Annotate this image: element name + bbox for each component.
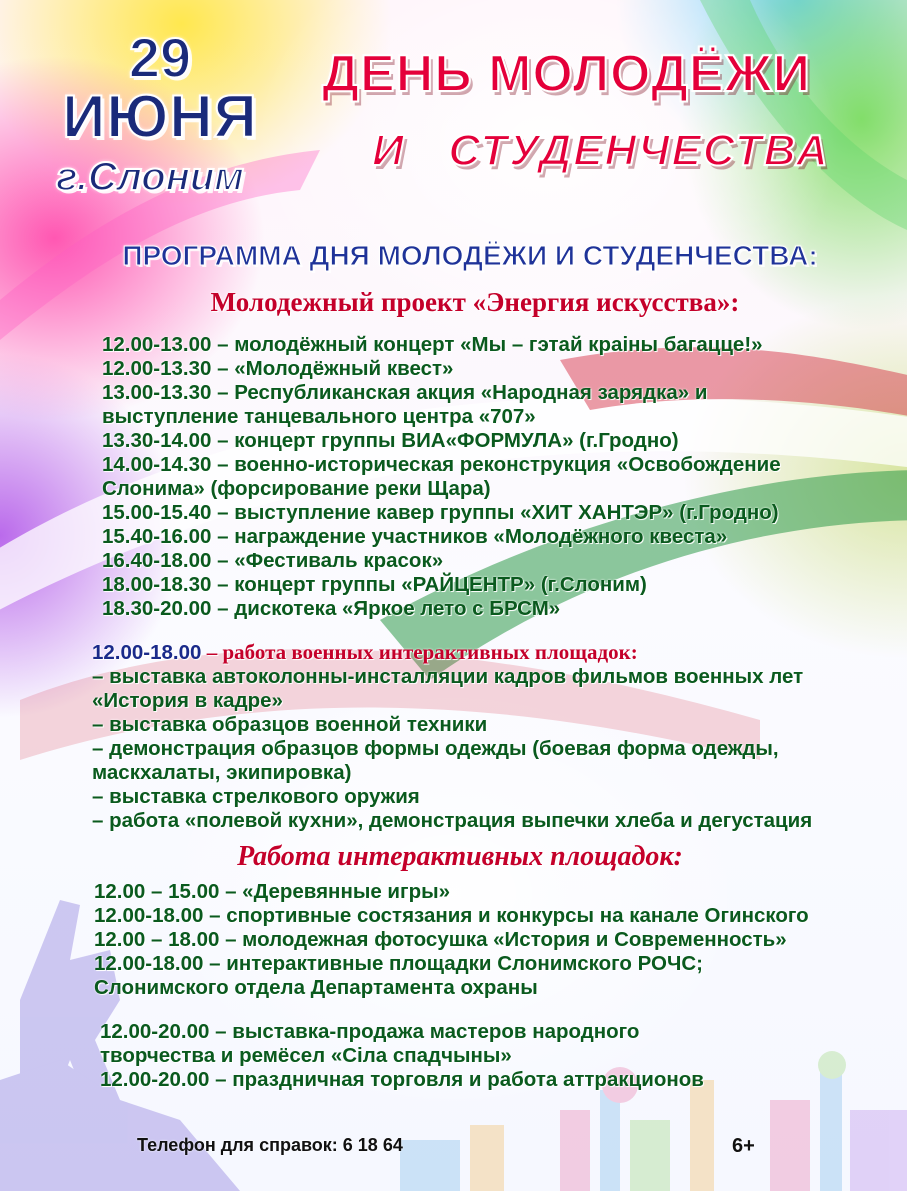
project-heading: Молодежный проект «Энергия искусства»: — [210, 287, 740, 317]
military-item: «История в кадре» — [92, 689, 283, 712]
schedule-line: Слонима» (форсирование реки Щара) — [102, 477, 491, 500]
schedule-line: 12.00-13.30 – «Молодёжный квест» — [102, 357, 454, 380]
date-day: 29 — [128, 26, 192, 89]
age-rating: 6+ — [732, 1135, 755, 1157]
military-item: – выставка автоколонны-инсталляции кадров фильмов военных лет — [92, 665, 804, 688]
program-heading: ПРОГРАММА ДНЯ МОЛОДЁЖИ И СТУДЕНЧЕСТВА: — [122, 240, 818, 271]
military-item: – выставка стрелкового оружия — [92, 785, 420, 808]
schedule-line: 12.00-18.00 – спортивные состязания и конкурсы на канале Огинского — [94, 904, 809, 927]
footer-phone: Телефон для справок: 6 18 64 — [137, 1135, 403, 1155]
military-dash: – — [201, 640, 223, 664]
date-city: г.Слоним — [56, 155, 244, 199]
fair-schedule — [100, 1020, 704, 1092]
schedule-line: творчества и ремёсел «Сіла спадчыны» — [100, 1044, 512, 1067]
schedule-line: 12.00-13.00 – молодёжный концерт «Мы – гэтай краіны багацце!» — [102, 333, 763, 356]
schedule-line: 12.00 – 18.00 – молодежная фотосушка «История и Современность» — [94, 928, 787, 951]
military-section — [92, 640, 812, 833]
schedule-line: 12.00 – 15.00 – «Деревянные игры» — [94, 880, 450, 903]
schedule-line: Слонимского отдела Департамента охраны — [94, 976, 538, 999]
interactive-heading: Работа интерактивных площадок: — [237, 841, 683, 872]
military-time: 12.00-18.00 — [92, 641, 202, 664]
project-schedule — [102, 333, 781, 621]
interactive-schedule — [94, 880, 809, 1000]
military-item: маскхалаты, экипировка) — [92, 761, 352, 784]
military-heading — [92, 640, 812, 665]
schedule-line: 18.30-20.00 – дискотека «Яркое лето с БРСМ» — [102, 597, 561, 620]
schedule-line: 16.40-18.00 – «Фестиваль красок» — [102, 549, 444, 572]
schedule-line: 12.00-20.00 – праздничная торговля и работа аттракционов — [100, 1068, 704, 1091]
schedule-line: 13.00-13.30 – Республиканская акция «Народная зарядка» и — [102, 381, 708, 404]
event-title-line2: И СТУДЕНЧЕСТВА — [372, 126, 830, 175]
military-item: – демонстрация образцов формы одежды (боевая форма одежды, — [92, 737, 779, 760]
military-item: – выставка образцов военной техники — [92, 713, 488, 736]
schedule-line: выступление танцевального центра «707» — [102, 405, 536, 428]
schedule-line: 14.00-14.30 – военно-историческая реконструкция «Освобождение — [102, 453, 781, 476]
schedule-line: 13.30-14.00 – концерт группы ВИА«ФОРМУЛА» (г.Гродно) — [102, 429, 679, 452]
schedule-line: 15.00-15.40 – выступление кавер группы «ХИТ ХАНТЭР» (г.Гродно) — [102, 501, 779, 524]
schedule-line: 18.00-18.30 – концерт группы «РАЙЦЕНТР» (г.Слоним) — [102, 573, 647, 596]
military-item: – работа «полевой кухни», демонстрация выпечки хлеба и дегустация — [92, 809, 813, 832]
schedule-line: 15.40-16.00 – награждение участников «Молодёжного квеста» — [102, 525, 728, 548]
military-title: работа военных интерактивных площадок: — [222, 640, 638, 664]
schedule-line: 12.00-18.00 – интерактивные площадки Слонимского РОЧС; — [94, 952, 703, 975]
schedule-line: 12.00-20.00 – выставка-продажа мастеров народного — [100, 1020, 640, 1043]
event-title-line1: ДЕНЬ МОЛОДЁЖИ — [322, 45, 812, 103]
date-month: ИЮНЯ — [62, 83, 258, 150]
